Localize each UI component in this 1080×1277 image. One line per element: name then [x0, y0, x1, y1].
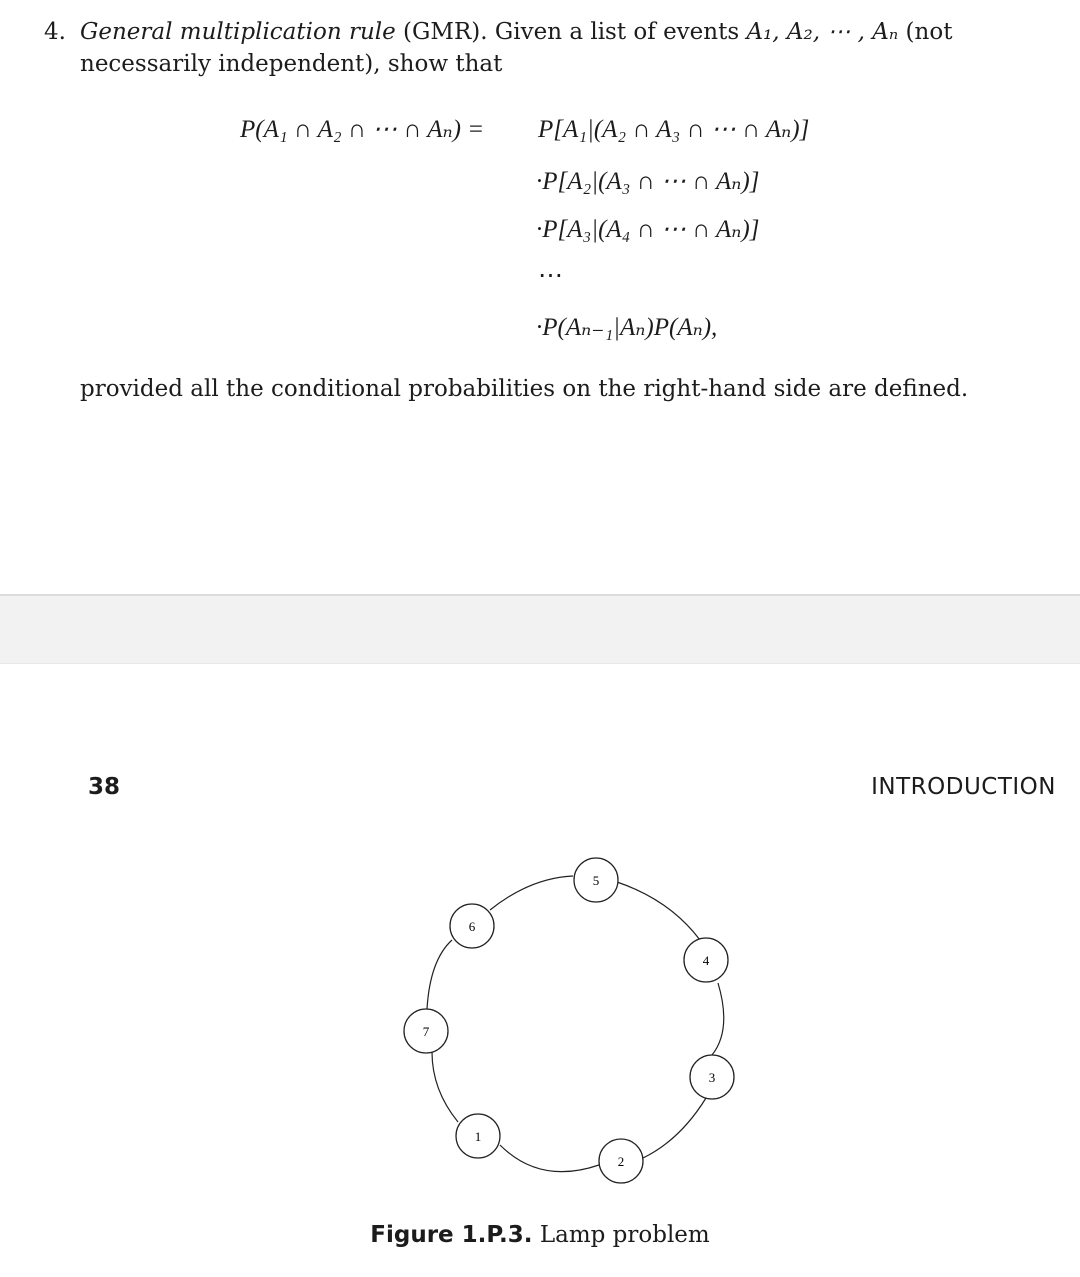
lamp-label-6: 6	[468, 919, 476, 934]
lamp-3	[690, 1055, 734, 1099]
not-text: (not	[898, 19, 953, 45]
equation-rhs-last: ·P(Aₙ₋₁|Aₙ)P(Aₙ),	[536, 314, 718, 341]
lamp-label-4: 4	[702, 953, 710, 968]
lamp-6	[450, 904, 494, 948]
lamp-4	[684, 938, 728, 982]
lamp-label-7: 7	[422, 1024, 430, 1039]
problem-number: 4.	[44, 19, 66, 45]
lamp-5	[574, 858, 618, 902]
equation-rhs-line-2: ·P[A₂|(A₃ ∩ ⋯ ∩ Aₙ)]	[536, 168, 760, 195]
wire-3-2	[643, 1098, 706, 1158]
wire-6-5	[490, 876, 573, 910]
wire-1-7	[432, 1052, 458, 1122]
figure-caption	[0, 1222, 1080, 1248]
lamp-7	[404, 1009, 448, 1053]
lamp-figure	[0, 850, 1080, 1190]
wire-7-6	[427, 940, 452, 1009]
page-separator	[0, 594, 1080, 664]
proviso-text: provided all the conditional probabilities on the right-hand side are defined.	[80, 376, 969, 402]
figure-id: Figure 1.P.3.	[370, 1222, 533, 1248]
problem-title: General multiplication rule	[80, 19, 396, 45]
lamp-label-2: 2	[617, 1154, 625, 1169]
problem-page	[0, 0, 1080, 594]
wire-2-1	[500, 1145, 599, 1172]
event-list: A₁, A₂, ⋯ , Aₙ	[746, 19, 899, 45]
equation-rhs-line-3: ·P[A₃|(A₄ ∩ ⋯ ∩ Aₙ)]	[536, 216, 760, 243]
problem-line-2: necessarily independent), show that	[80, 51, 503, 77]
lamp-label-5: 5	[592, 873, 600, 888]
problem-statement	[44, 16, 1034, 80]
lamp-1	[456, 1114, 500, 1158]
wire-4-3	[712, 983, 724, 1055]
equation-lhs: P(A₁ ∩ A₂ ∩ ⋯ ∩ Aₙ) =	[240, 116, 485, 143]
figure-caption-text: Lamp problem	[532, 1222, 710, 1248]
running-head: INTRODUCTION	[871, 774, 1056, 800]
equation-ellipsis: ⋯	[538, 262, 563, 289]
equation-rhs-line-1: P[A₁|(A₂ ∩ A₃ ∩ ⋯ ∩ Aₙ)]	[538, 116, 810, 143]
page-number: 38	[88, 774, 121, 800]
wire-5-4	[617, 882, 700, 940]
lamp-diagram	[0, 850, 1080, 1190]
lamp-label-3: 3	[708, 1070, 716, 1085]
lamp-label-1: 1	[474, 1129, 482, 1144]
problem-intro: (GMR). Given a list of events	[395, 19, 747, 45]
lamp-2	[599, 1139, 643, 1183]
